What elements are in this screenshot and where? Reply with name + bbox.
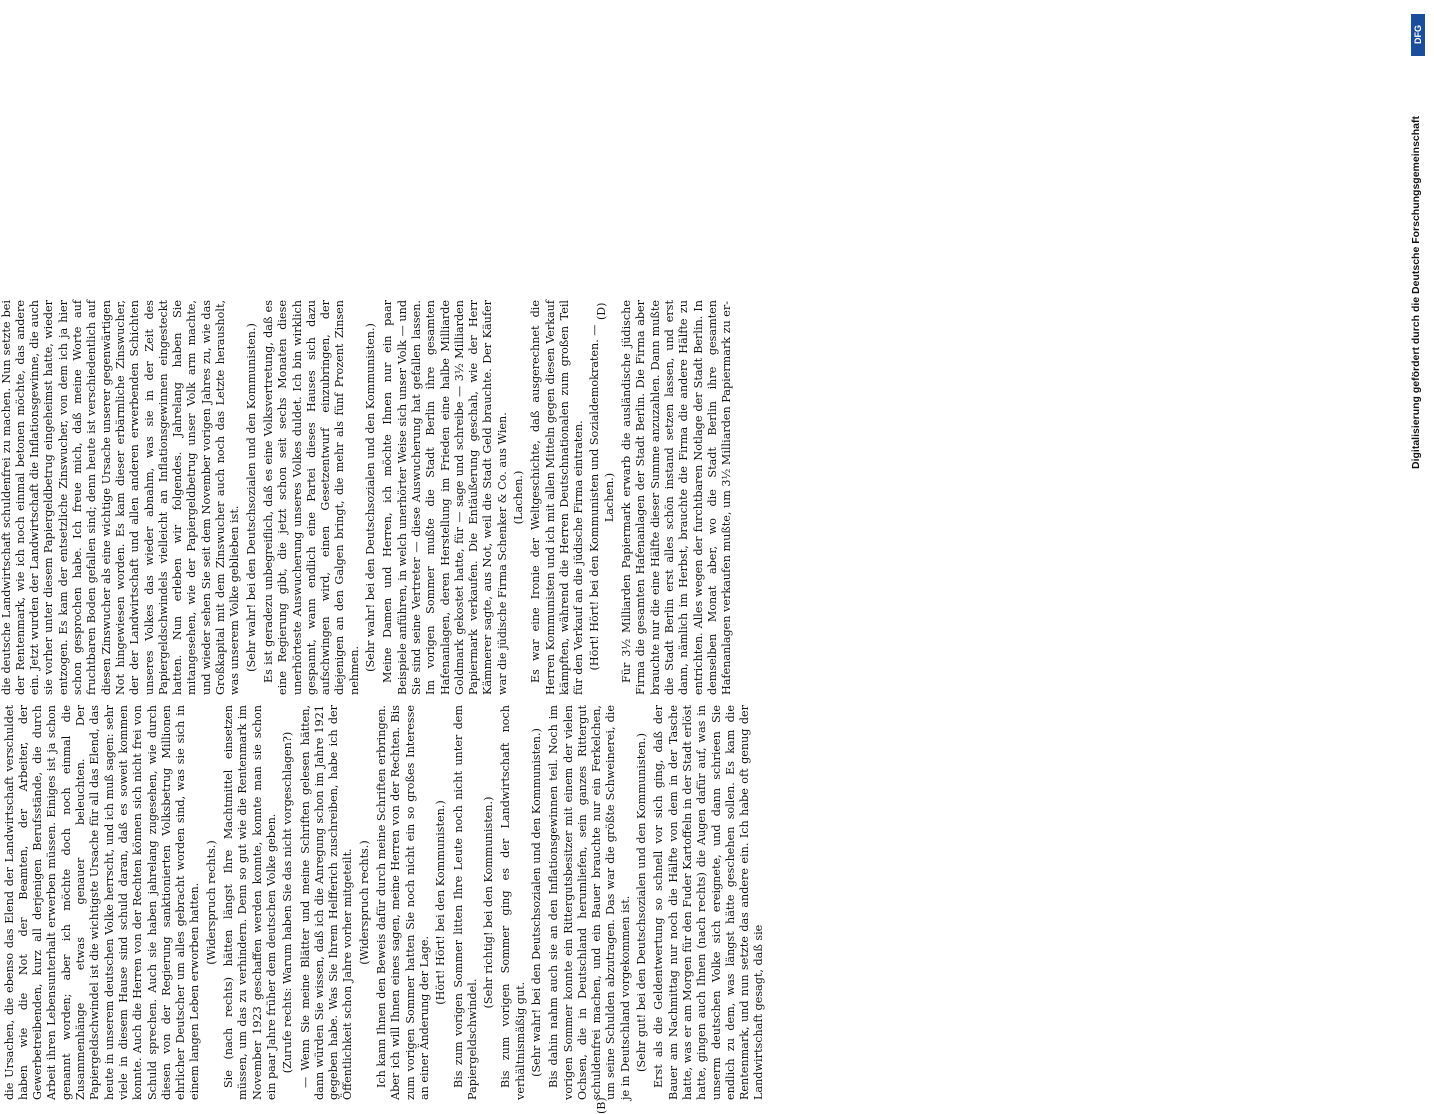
paragraph: Bis dahin nahm auch sie an den Inflationsgewinnen teil. Noch im vorigen Sommer konnte ein Rittergutsbesitzer mit einem der vielen Ochsen, die in Deutschland herumliefen, sein ganzes Rittergut schuldenfrei machen, und ein Bauer brauchte nur ein Ferkelchen, um seine Schulden abzutragen. Das war die größte Schweinerei, die je in Deutschland vorgekommen ist. xyxy=(547,705,632,1100)
paragraph: Bis zum vorigen Sommer litten Ihre Leute noch nicht unter dem Papiergeldschwindel. xyxy=(451,705,479,1100)
interjection: (Widerspruch rechts.) xyxy=(204,840,218,965)
paragraph: Es war eine Ironie der Weltgeschichte, daß ausgerechnet die Herren Kommunisten und ich mit allen Mitteln gegen diesen Verkauf kämpften, während die Herren Deutschnationalen zum großen Teil für den Verkauf an die jüdische Firma eintraten. xyxy=(529,300,586,695)
dfg-logo: DFG xyxy=(1411,14,1425,56)
paragraph: Erst als die Geldentwertung so schnell vor sich ging, daß der Bauer am Nachmittag nur noch die Hälfte von dem in der Tasche hatte, was er am Morgen für den Fuder Kartoffeln in der Stadt erlöst hatte, gingen auch Ihnen (nach rechts) die Augen dafür auf, was in unserm deutschen Volke sich ereignete, und dann schrieen Sie endlich zu dem, was längst hätte geschehen sollen. Es kam die Rentenmark, und nun setzte das andere ein. Ich habe oft genug der Landwirtschaft gesagt, daß sie xyxy=(652,705,766,1100)
interjection: (Sehr gut! bei den Deutschsozialen und den Kommunisten.) xyxy=(635,733,649,1072)
interjection: (Widerspruch rechts.) xyxy=(357,840,371,965)
interjection: (Hört! Hört! bei den Kommunisten.) xyxy=(434,800,448,1005)
paragraph: die Ursachen, die ebenso das Elend der Landwirtschaft verschuldet haben wie die Not der Beamten, der Arbeiter, der Gewerbetreibenden, kurz all derjenigen Berufsstände, die durch Arbeit ihren Lebensunterhalt erwerben müssen. Einiges ist ja schon genannt worden; aber ich möchte doch noch einmal die Zusammenhänge etwas genauer beleuchten. Der Papiergeldschwindel ist die wichtigste Ursache für all das Elend, das heute in unserem deutschen Volke herrscht, und ich muß sagen: sehr viele in diesem Hause sind schuld daran, daß es soweit kommen konnte. Auch die Herren von der Rechten können sich nicht frei von Schuld sprechen. Auch sie haben jahrelang zugesehen, wie durch diesen von der Regierung sanktionierten Volksbetrug Millionen ehrlicher Deutscher um alles gebracht worden sind, was sie sich in einem langen Leben erworben hatten. xyxy=(2,705,202,1100)
paragraph: Ich kann Ihnen den Beweis dafür durch meine Schriften erbringen. Aber ich will Ihnen eines sagen, meine Herren von der Rechten. Bis zum vorigen Sommer hatten Sie noch nicht ein so großes Interesse an einer Änderung der Lage. xyxy=(375,705,431,1100)
paragraph: Sie (nach rechts) hätten längst Ihre Machtmittel einsetzen müssen, um das zu verhindern. Denn so gut wie die Rentenmark im November 1923 geschaffen werden konnte, konnte man sie schon ein paar Jahre früher dem deutschen Volke geben. xyxy=(222,705,278,1100)
interjection: (Lachen.) xyxy=(511,470,525,525)
interjection: (Zurufe rechts: Warum haben Sie das nicht vorgeschlagen?) xyxy=(281,731,295,1074)
interjection: (Sehr wahr! bei den Deutschsozialen und den Kommunisten.) xyxy=(529,728,543,1077)
interjection: (Sehr richtig! bei den Kommunisten.) xyxy=(482,796,496,1009)
interjection: (Sehr wahr! bei den Deutschsozialen und den Kommunisten.) xyxy=(364,323,378,672)
digitization-credit: Digitalisierung gefördert durch die Deutsche Forschungsgemeinschaft xyxy=(1410,116,1422,469)
paragraph: — Wenn Sie meine Blätter und meine Schriften gelesen hätten, dann würden Sie wissen, daß ich die Anregung schon im Jahre 1921 gegeben habe. Was Sie Ihrem Helfferich zuschreiben, habe ich der Öffentlichkeit schon Jahre vorher mitgeteilt. xyxy=(298,705,355,1100)
paragraph: Für 3½ Milliarden Papiermark erwarb die ausländische jüdische Firma die gesamten Hafenanlagen der Stadt Berlin. Die Firma aber brauchte nur die eine Hälfte dieser Summe anzuzahlen. Dann mußte die Stadt Berlin erst alles schön instand setzen lassen, und erst dann, nämlich im Herbst, brauchte die Firma die andere Hälfte zu entrichten. Alles wegen der furchtbaren Notlage der Stadt Berlin. In demselben Monat aber, wo die Stadt Berlin ihre gesamten Hafenanlagen verkaufen mußte, um 3½ Milliarden Papiermark zu er- xyxy=(620,300,734,695)
interjection: (Hört! Hört! bei den Kommunisten und Sozialdemokraten. — Lachen.) xyxy=(588,324,616,671)
digitization-stamp xyxy=(1408,6,1430,996)
margin-marker-d: (D) xyxy=(595,302,608,320)
rotated-page xyxy=(0,300,1245,1114)
paragraph: Meine Damen und Herren, ich möchte Ihnen nur ein paar Beispiele anführen, in welch unerhörter Weise sich unser Volk — und Sie sind seine Vertreter — diese Auswucherung hat gefallen lassen. Im vorigen Sommer mußte die Stadt Berlin ihre gesamten Hafenanlagen, deren Herstellung im Frieden eine halbe Milliarde Goldmark gekostet hatte, für — sage und schreibe — 3½ Milliarden Papiermark verkaufen. Die Entäußerung geschah, wie der Herr Kämmerer sagte, aus Not, weil die Stadt Geld brauchte. Der Käufer war die jüdische Firma Schenker & Co. aus Wien. xyxy=(381,300,509,695)
interjection: (Sehr wahr! bei den Deutschsozialen und den Kommunisten.) xyxy=(244,323,258,672)
paragraph: Bis zum vorigen Sommer ging es der Landwirtschaft noch verhältnismäßig gut. xyxy=(499,705,527,1100)
text-column-left xyxy=(0,705,769,1100)
margin-marker-b: (B) xyxy=(595,1097,608,1114)
text-column-right xyxy=(0,300,736,695)
paragraph: Es ist geradezu unbegreiflich, daß es eine Volksvertretung, daß es eine Regierung gibt, die jetzt schon seit sechs Monaten diese unerhörteste Auswucherung unseres Volkes duldet. Ich bin wirklich gespannt, wann endlich eine Partei dieses Hauses sich dazu aufschwingen wird, einen Gesetzentwurf einzubringen, der diejenigen an den Galgen bringt, die mehr als fünf Prozent Zinsen nehmen. xyxy=(261,300,361,695)
paragraph: die deutsche Landwirtschaft schuldenfrei zu machen. Nun setzte bei der Rentenmark, wie ich noch einmal betonen möchte, das andere ein. Jetzt wurden der Landwirtschaft die Inflationsgewinne, die auch sie vorher unter diesem Papiergeldbetrug eingeheimst hatte, wieder entzogen. Es kam der entsetzliche Zinswucher, von dem ich ja hier schon gesprochen habe. Ich freue mich, daß meine Worte auf fruchtbaren Boden gefallen sind; denn heute ist verschiedentlich auf diesen Zinswucher als eine wichtige Ursache unserer gegenwärtigen Not hingewiesen worden. Es kam dieser erbärmliche Zinswucher, der der Landwirtschaft und allen anderen erwerbenden Schichten unseres Volkes das wieder abnahm, was sie in der Zeit des Papiergeldschwindels vielleicht an Inflationsgewinnen eingesteckt hatten. Nun erleben wir folgendes. Jahrelang haben Sie mitangesehen, wie der Papiergeldbetrug unser Volk arm machte, und wieder sehen Sie seit dem November vorigen Jahres zu, wie das Großkapital mit dem Zinswucher auch noch das Letzte herausholt, was unserem Volke geblieben ist. xyxy=(0,300,242,695)
